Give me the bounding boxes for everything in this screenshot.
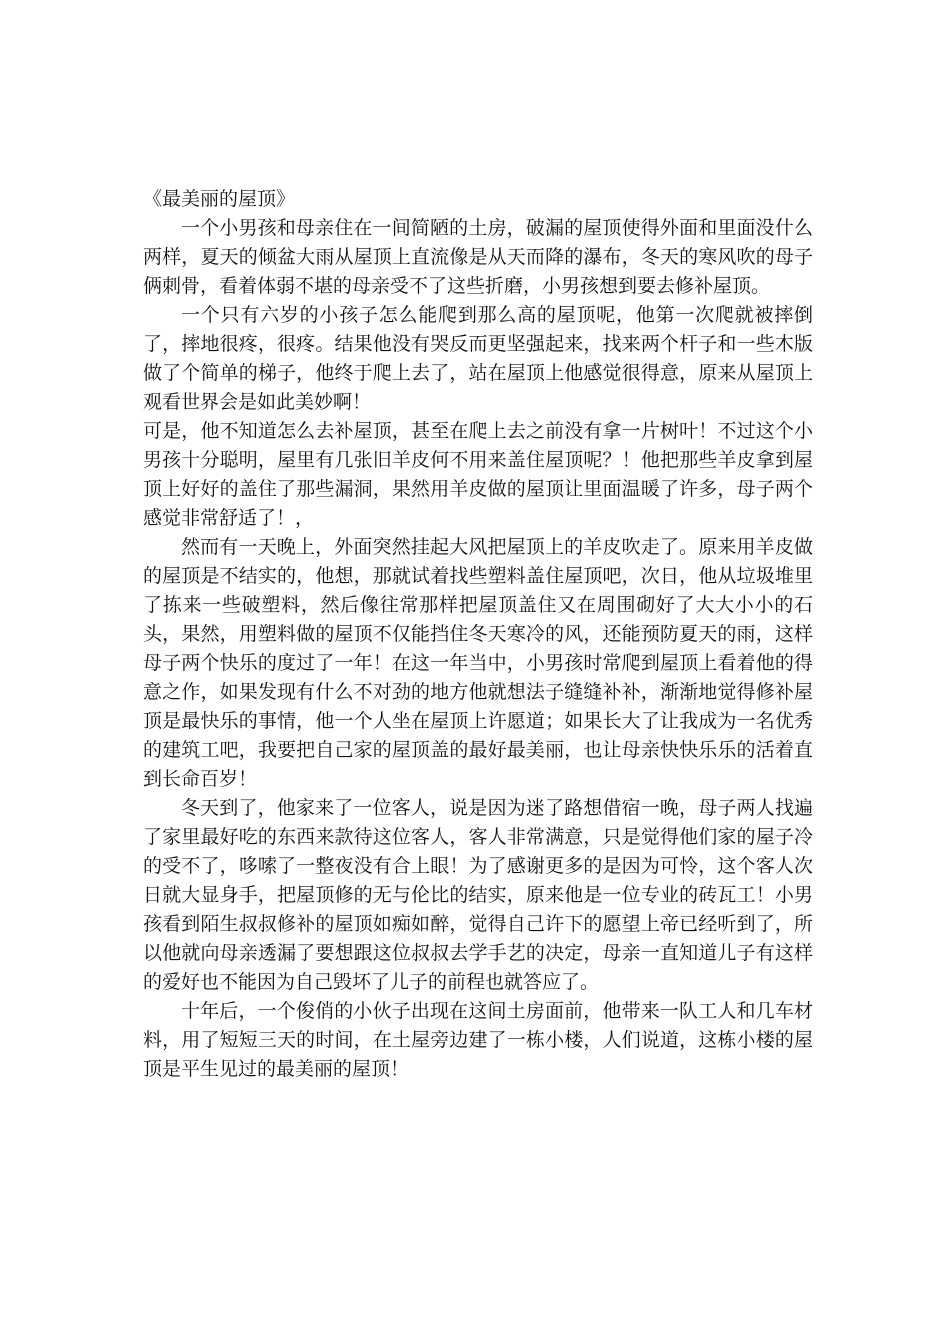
document-title: 《最美丽的屋顶》: [143, 188, 296, 210]
paragraph-2: 一个只有六岁的小孩子怎么能爬到那么高的屋顶呢，他第一次爬就被摔倒了，摔地很疼，很疼。结果他没有哭反而更坚强起来，找来两个杆子和一些木版做了个简单的梯子，他终于爬上去了，站在屋顶上他感觉很得意，原来从屋顶上观看世界会是如此美妙啊！: [143, 304, 813, 413]
paragraph-1: 一个小男孩和母亲住在一间简陋的土房，破漏的屋顶使得外面和里面没什么两样，夏天的倾盆大雨从屋顶上直流像是从天而降的瀑布，冬天的寒风吹的母子俩刺骨，看着体弱不堪的母亲受不了这些折磨，小男孩想到要去修补屋顶。: [143, 217, 813, 297]
paragraph-3: 可是，他不知道怎么去补屋顶，甚至在爬上去之前没有拿一片树叶！不过这个小男孩十分聪明，屋里有几张旧羊皮何不用来盖住屋顶呢？！他把那些羊皮拿到屋顶上好好的盖住了那些漏洞，果然用羊皮做的屋顶让里面温暖了许多，母子两个感觉非常舒适了！，: [143, 420, 813, 529]
paragraph-5: 冬天到了，他家来了一位客人，说是因为迷了路想借宿一晚，母子两人找遍了家里最好吃的东西来款待这位客人，客人非常满意，只是觉得他们家的屋子冷的受不了，哆嗦了一整夜没有合上眼！为了感谢更多的是因为可怜，这个客人次日就大显身手，把屋顶修的无与伦比的结实，原来他是一位专业的砖瓦工！小男孩看到陌生叔叔修补的屋顶如痴如醉，觉得自己许下的愿望上帝已经听到了，所以他就向母亲透漏了要想跟这位叔叔去学手艺的决定，母亲一直知道儿子有这样的爱好也不能因为自己毁坏了儿子的前程也就答应了。: [143, 797, 813, 993]
paragraph-4: 然而有一天晚上，外面突然挂起大风把屋顶上的羊皮吹走了。原来用羊皮做的屋顶是不结实的，他想，那就试着找些塑料盖住屋顶吧，次日，他从垃圾堆里了拣来一些破塑料，然后像往常那样把屋顶盖住又在周围砌好了大大小小的石头，果然，用塑料做的屋顶不仅能挡住冬天寒冷的风，还能预防夏天的雨，这样母子两个快乐的度过了一年！在这一年当中，小男孩时常爬到屋顶上看着他的得意之作，如果发现有什么不对劲的地方他就想法子缝缝补补，渐渐地觉得修补屋顶是最快乐的事情，他一个人坐在屋顶上许愿道；如果长大了让我成为一名优秀的建筑工吧，我要把自己家的屋顶盖的最好最美丽，也让母亲快快乐乐的活着直到长命百岁！: [143, 536, 813, 790]
paragraph-6: 十年后，一个俊俏的小伙子出现在这间土房面前，他带来一队工人和几车材料，用了短短三天的时间，在土屋旁边建了一栋小楼，人们说道，这栋小楼的屋顶是平生见过的最美丽的屋顶！: [143, 1000, 813, 1080]
document-body: [143, 185, 813, 1084]
